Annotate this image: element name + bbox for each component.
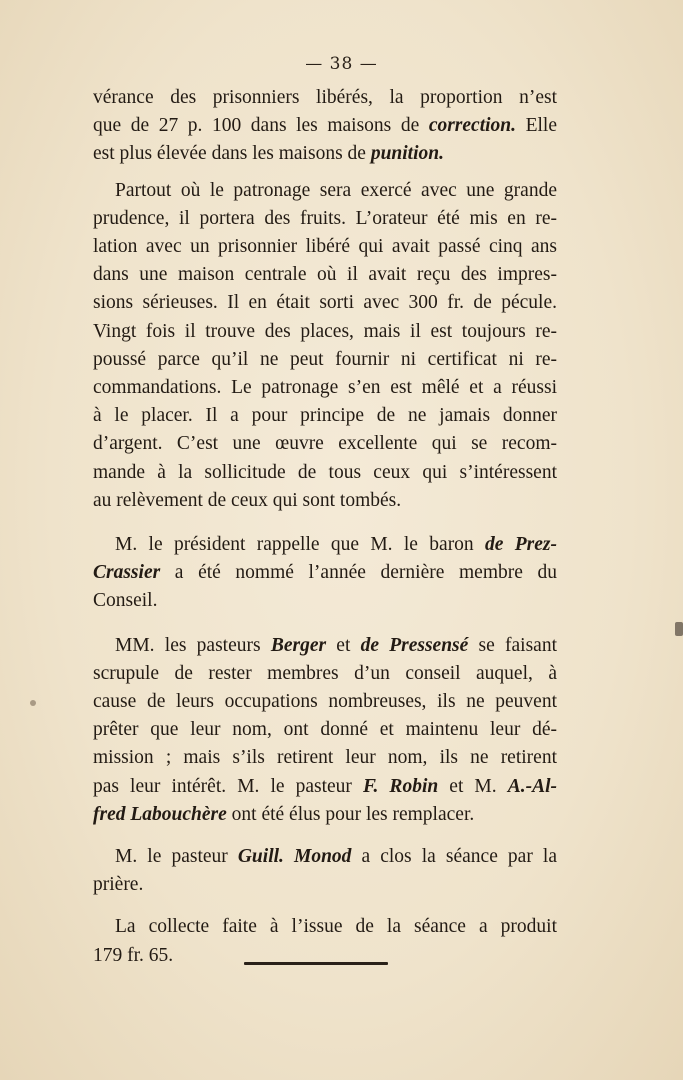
italic-name: correction. xyxy=(428,115,517,137)
paragraph-1 xyxy=(93,84,557,169)
text-segment: dans une maison centrale où il avait reçu des impres- xyxy=(93,264,557,286)
text-segment: prière. xyxy=(93,874,144,896)
italic-name: Crassier xyxy=(93,562,161,584)
text-line xyxy=(93,205,557,233)
text-segment: vérance des prisonniers libérés, la proportion n’est xyxy=(93,87,557,108)
text-segment: et xyxy=(326,634,361,656)
text-segment: poussé parce qu’il ne peut fournir ni certificat ni re- xyxy=(93,348,557,370)
paragraph-3 xyxy=(93,531,557,616)
text-segment: cause de leurs occupations nombreuses, ils ne peuvent xyxy=(93,691,557,713)
paragraph-5 xyxy=(93,843,557,899)
paragraph-4 xyxy=(93,632,557,829)
text-segment: Elle xyxy=(516,115,557,137)
text-line xyxy=(93,84,557,112)
text-segment: mande à la sollicitude de tous ceux qui s’intéressent xyxy=(93,461,557,483)
text-segment: 179 fr. 65. xyxy=(93,944,174,966)
text-line xyxy=(93,660,557,688)
text-segment: pas leur intérêt. M. le pasteur xyxy=(93,775,363,797)
text-segment: que de 27 p. 100 dans les maisons de xyxy=(93,115,429,137)
text-line xyxy=(93,140,557,168)
text-line xyxy=(93,177,557,205)
paragraph-2 xyxy=(93,177,557,515)
text-segment: MM. les pasteurs xyxy=(115,634,271,656)
text-line xyxy=(93,459,557,487)
text-segment: lation avec un prisonnier libéré qui avait passé cinq ans xyxy=(93,236,557,258)
text-line xyxy=(93,531,557,559)
italic-name: Guill. Monod xyxy=(237,846,352,868)
text-segment: La collecte faite à l’issue de la séance a produit xyxy=(115,916,557,938)
text-segment: Vingt fois il trouve des places, mais il est toujours re- xyxy=(93,320,557,342)
text-line xyxy=(93,559,557,587)
italic-name: F. Robin xyxy=(363,775,439,797)
italic-name: A.-Al- xyxy=(507,775,558,797)
text-line xyxy=(93,942,557,970)
text-segment: Conseil. xyxy=(93,590,158,612)
text-line xyxy=(93,261,557,289)
text-line xyxy=(93,318,557,346)
text-line xyxy=(93,430,557,458)
italic-name: Berger xyxy=(270,634,327,656)
text-line xyxy=(93,913,557,941)
text-segment: Partout où le patronage sera exercé avec une grande xyxy=(115,179,557,201)
closing-rule xyxy=(244,962,388,965)
text-line xyxy=(93,346,557,374)
text-segment: à le placer. Il a pour principe de ne jamais donner xyxy=(93,405,557,427)
italic-name: fred Labouchère xyxy=(93,803,227,825)
text-line xyxy=(93,871,557,899)
text-line xyxy=(93,112,557,140)
text-segment: se faisant xyxy=(468,634,557,656)
text-segment: au relèvement de ceux qui sont tombés. xyxy=(93,489,402,511)
text-segment: prêter que leur nom, ont donné et maintenu leur dé- xyxy=(93,719,557,741)
text-line xyxy=(93,374,557,402)
text-segment: mission ; mais s’ils retirent leur nom, ils ne retirent xyxy=(93,747,557,769)
text-line xyxy=(93,289,557,317)
text-line xyxy=(93,688,557,716)
italic-name: punition. xyxy=(370,143,444,165)
text-line xyxy=(93,233,557,261)
text-segment: M. le pasteur xyxy=(115,846,238,868)
text-segment: est plus élevée dans les maisons de xyxy=(93,143,371,165)
text-segment: et M. xyxy=(438,775,508,797)
text-line xyxy=(93,716,557,744)
text-line xyxy=(93,587,557,615)
text-segment: commandations. Le patronage s’en est mêlé et a réussi xyxy=(93,377,557,399)
text-segment: sions sérieuses. Il en était sorti avec 300 fr. de pécule. xyxy=(93,292,557,314)
text-segment: ont été élus pour les remplacer. xyxy=(226,803,475,825)
page-number: — 38 — xyxy=(305,54,378,74)
body-text xyxy=(93,84,557,970)
text-segment: M. le président rappelle que M. le baron xyxy=(115,534,486,556)
text-segment: a clos la séance par la xyxy=(351,846,557,868)
page-edge-mark xyxy=(675,622,683,636)
text-segment: a été nommé l’année dernière membre du xyxy=(160,562,557,584)
text-line xyxy=(93,843,557,871)
text-segment: d’argent. C’est une œuvre excellente qui se recom- xyxy=(93,433,557,455)
text-segment: prudence, il portera des fruits. L’orateur été mis en re- xyxy=(93,207,557,229)
italic-name: de Prez- xyxy=(485,534,557,556)
text-line xyxy=(93,487,557,515)
text-line xyxy=(93,632,557,660)
text-line xyxy=(93,773,557,801)
text-line xyxy=(93,801,557,829)
text-line xyxy=(93,744,557,772)
italic-name: de Pressensé xyxy=(360,634,469,656)
paper-speck xyxy=(30,700,36,706)
text-line xyxy=(93,402,557,430)
text-segment: scrupule de rester membres d’un conseil auquel, à xyxy=(93,662,557,684)
